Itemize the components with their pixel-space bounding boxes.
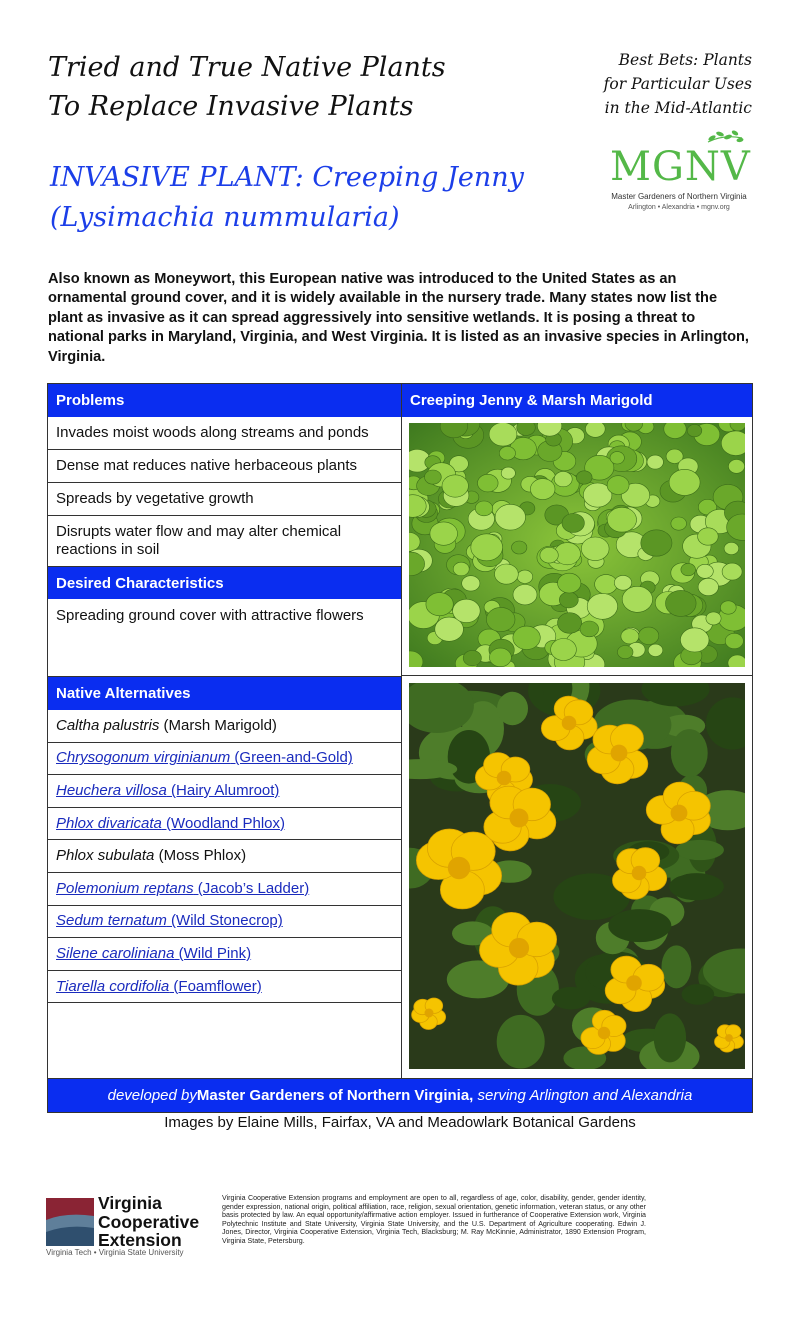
vce-line-1: Virginia [98, 1193, 162, 1213]
page-title [48, 48, 446, 126]
best-bets-line-2: for Particular Uses [603, 75, 752, 93]
left-column [48, 384, 402, 1112]
alternative-item[interactable] [48, 873, 401, 906]
problem-item: Disrupts water flow and may alter chemical reactions in soil [48, 516, 401, 567]
alternative-item[interactable] [48, 743, 401, 776]
legal-notice: Virginia Cooperative Extension programs and employment are open to all, regardless of age, color, disability, gender, gender identity, gender expression, national origin, political affiliation, race, religion, sexual orientation, genetic information, veteran status, or any other basis protected by law. An equal opportunity/affirmative action employer. Issued in furtherance of Cooperative Extension work, Virginia Polytechnic Institute and State University, Virginia State University, and the U.S. Department of Agriculture cooperating. Edwin J. Jones, Director, Virginia Cooperative Extension, Virginia Tech, Blacksburg; M. Ray McKinnie, Administrator, 1890 Extension Program, Virginia State, Petersburg. [222, 1194, 646, 1245]
invasive-line-1: INVASIVE PLANT: Creeping Jenny [50, 162, 524, 193]
best-bets-line-3: in the Mid-Atlantic [604, 99, 752, 117]
invasive-line-2: (Lysimachia nummularia) [50, 202, 400, 233]
mgnv-org-name: Master Gardeners of Northern Virginia [611, 192, 747, 201]
invasive-plant-heading [50, 158, 524, 238]
mgnv-locations: Arlington • Alexandria • mgnv.org [628, 204, 730, 211]
alternative-common-name: (Hairy Alumroot) [166, 781, 280, 799]
alternative-item[interactable] [48, 808, 401, 841]
photo-header: Creeping Jenny & Marsh Marigold [402, 384, 752, 417]
problem-item: Spreads by vegetative growth [48, 483, 401, 516]
problem-item: Invades moist woods along streams and ponds [48, 417, 401, 450]
intro-paragraph: Also known as Moneywort, this European native was introduced to the United States as an ornamental ground cover, and it is widely available in the nursery trade. Many states now list the plant as invasive as it can spread aggressively into sensitive wetlands. It is posing a threat to national parks in Maryland, Virginia, and West Virginia. It is listed as an invasive species in Arlington, Virginia. [48, 271, 749, 365]
right-column [402, 384, 752, 1112]
vce-universities: Virginia Tech • Virginia State University [46, 1248, 184, 1257]
alternative-item [48, 710, 401, 743]
alternative-latin-name: Phlox divaricata [56, 814, 162, 832]
title-line-2: To Replace Invasive Plants [48, 91, 414, 122]
vce-logo [46, 1193, 216, 1262]
image-credits: Images by Elaine Mills, Fairfax, VA and Meadowlark Botanical Gardens [164, 1114, 636, 1131]
service-area: serving Arlington and Alexandria [473, 1087, 693, 1104]
vce-emblem-icon [46, 1198, 94, 1246]
alternative-common-name: (Jacob’s Ladder) [193, 879, 310, 897]
alternative-common-name: (Foamflower) [169, 977, 262, 995]
alternative-item [48, 840, 401, 873]
alternative-item[interactable] [48, 938, 401, 971]
problems-header: Problems [48, 384, 401, 417]
alternative-item[interactable] [48, 906, 401, 939]
alternative-item[interactable] [48, 775, 401, 808]
vce-line-3: Extension [98, 1230, 182, 1250]
alternative-common-name: (Wild Pink) [174, 944, 252, 962]
alternative-latin-name: Heuchera villosa [56, 781, 167, 799]
creeping-jenny-photo [409, 423, 745, 667]
mgnv-wordmark: MGNV [610, 144, 751, 190]
alternative-common-name: (Wild Stonecrop) [166, 912, 283, 930]
alternative-latin-name: Phlox subulata [56, 847, 155, 865]
mgnv-logo [600, 128, 760, 218]
title-line-1: Tried and True Native Plants [48, 52, 446, 83]
desired-header: Desired Characteristics [48, 567, 401, 599]
alternative-latin-name: Silene caroliniana [56, 944, 175, 962]
alternative-latin-name: Polemonium reptans [56, 879, 194, 897]
alternatives-header: Native Alternatives [48, 677, 401, 710]
best-bets-line-1: Best Bets: Plants [618, 51, 752, 69]
developer-name: Master Gardeners of Northern Virginia, [196, 1087, 474, 1104]
vce-wordmark [98, 1194, 199, 1250]
plant-table [47, 383, 753, 1113]
alternative-common-name: (Marsh Marigold) [159, 716, 277, 734]
alternative-latin-name: Chrysogonum virginianum [56, 749, 231, 767]
alternative-common-name: (Woodland Phlox) [161, 814, 286, 832]
developed-by-banner [48, 1078, 752, 1112]
desired-item: Spreading ground cover with attractive flowers [48, 599, 401, 677]
alternative-latin-name: Caltha palustris [56, 716, 160, 734]
marsh-marigold-photo [409, 683, 745, 1069]
alternative-item[interactable] [48, 971, 401, 1004]
alternative-latin-name: Tiarella cordifolia [56, 977, 170, 995]
best-bets-series [552, 48, 752, 120]
alternative-common-name: (Moss Phlox) [154, 847, 247, 865]
problem-item: Dense mat reduces native herbaceous plants [48, 450, 401, 483]
alternative-latin-name: Sedum ternatum [56, 912, 167, 930]
vce-line-2: Cooperative [98, 1211, 200, 1232]
developed-by-label: developed by [107, 1087, 197, 1104]
alternative-common-name: (Green-and-Gold) [230, 749, 353, 767]
